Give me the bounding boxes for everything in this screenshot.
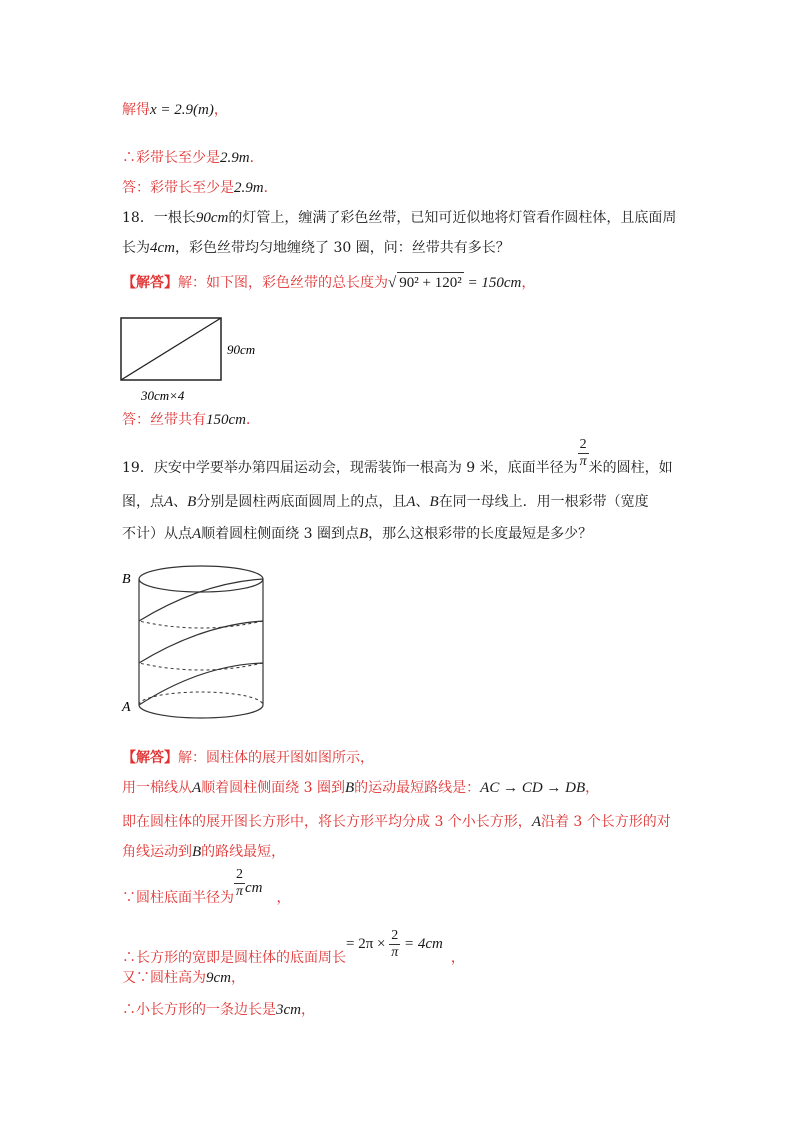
math-expression: = 2π ×	[346, 935, 386, 952]
point-label: B	[192, 844, 202, 860]
spiral-front-2	[139, 621, 263, 663]
text: 的灯管上，缠满了彩色丝带，已知可近似地将灯管看作圆柱体，且底面周	[228, 210, 677, 226]
spiral-front-3	[139, 579, 263, 621]
point-label: B	[344, 780, 355, 796]
answer-19-line-2	[122, 778, 599, 798]
sqrt-expression: 90² + 120²	[397, 272, 463, 293]
text: 顺着圆柱侧面绕 3 圈到点	[201, 526, 359, 542]
text: ，	[450, 949, 465, 966]
answer-18-final	[122, 410, 260, 430]
numerator: 2	[579, 436, 587, 452]
answer-19-line-1	[122, 748, 374, 768]
text: 解：圆柱体的展开图如图所示，	[178, 750, 374, 766]
text: 沿着 3 个长方形的对	[540, 814, 671, 830]
point-label: A	[531, 814, 541, 830]
answer-tag: 【解答】	[122, 275, 178, 291]
text: 角线运动到	[122, 844, 192, 860]
answer-line	[122, 178, 278, 198]
text: ∴小长方形的一条边长是	[122, 1002, 276, 1018]
fraction	[389, 928, 400, 961]
cylinder-diagram	[118, 555, 278, 725]
math-expression: 90cm	[195, 210, 229, 226]
label-B: B	[122, 572, 131, 587]
label-A: A	[122, 700, 131, 715]
text: 19．庆安中学要举办第四届运动会，现需装饰一根高为 9 米，底面半径为	[122, 460, 578, 476]
math-expression: cm	[245, 880, 263, 896]
text: ，彩色丝带均匀地缠绕了 30 圈，问：丝带共有多长？	[175, 240, 510, 256]
answer-tag: 【解答】	[122, 750, 178, 766]
question-19-line-2	[122, 492, 649, 512]
fraction	[578, 437, 589, 470]
text: 答：彩带长至少是	[122, 180, 234, 196]
math-expression: 9cm	[206, 970, 231, 986]
answer-19-line-4	[122, 842, 285, 862]
text: ，	[276, 890, 291, 906]
question-19-line-3	[122, 524, 592, 544]
top-ellipse	[139, 566, 263, 592]
text: ，	[585, 780, 600, 796]
text: ，	[521, 275, 536, 291]
answer-19-line-3	[122, 812, 671, 832]
point-label: A	[192, 780, 202, 796]
bottom-label: 30cm×4	[141, 388, 185, 403]
text: 解：如下图，彩色丝带的总长度为	[178, 275, 388, 291]
text: 的运动最短路线是：	[354, 780, 481, 796]
text: ．	[246, 412, 260, 428]
text: 米的圆柱，如	[588, 460, 673, 476]
numerator: 2	[391, 928, 399, 943]
answer-19-line-7	[122, 968, 245, 988]
math-expression: AC → CD → DB	[480, 780, 586, 796]
answer-19-line-8	[122, 1000, 315, 1020]
text: ．	[263, 180, 278, 196]
text: 分别是圆柱两底面圆周上的点，且	[196, 494, 407, 510]
text: 、	[173, 494, 188, 510]
text: ，	[301, 1002, 315, 1018]
text: ∵圆柱底面半径为	[122, 890, 234, 906]
math-expression: = 4cm	[404, 935, 443, 952]
denominator: π	[235, 883, 243, 899]
math-expression: 4cm	[150, 240, 175, 256]
side-label: 90cm	[227, 342, 256, 357]
text: 的路线最短，	[201, 844, 286, 860]
text: ，	[213, 102, 228, 118]
text: 顺着圆柱侧面绕 3 圈到	[201, 780, 345, 796]
answer-19-line-5	[122, 866, 291, 908]
point-label: A	[192, 526, 202, 542]
solution-line-2	[122, 148, 264, 168]
text: ∴长方形的宽即是圆柱体的底面周长	[122, 949, 346, 966]
question-18-line-2	[122, 238, 510, 258]
point-label: B	[358, 526, 369, 542]
text: 长为	[122, 240, 150, 256]
fraction	[234, 867, 245, 900]
point-label: B	[429, 494, 439, 510]
numerator: 2	[236, 866, 243, 882]
point-label: B	[187, 494, 197, 510]
question-18-line-1	[122, 208, 676, 228]
text: ，	[231, 970, 245, 986]
math-expression: x = 2.9(m)	[150, 102, 214, 118]
text: 在同一母线上．用一根彩带（宽度	[438, 494, 649, 510]
answer-18: 【解答】解：如下图，彩色丝带的总长度为√ 90² + 120² = 150cm，	[122, 272, 535, 293]
text: 用一棉线从	[122, 780, 192, 796]
point-label: A	[406, 494, 416, 510]
text: 答：丝带共有	[122, 412, 206, 428]
rectangle-diagram	[115, 312, 275, 404]
text: 解得	[122, 102, 150, 118]
text: 即在圆柱体的展开图长方形中，将长方形平均分成 3 个小长方形，	[122, 814, 532, 830]
text: 18．一根长	[122, 210, 196, 226]
text: ∴彩带长至少是	[122, 150, 220, 166]
math-expression: 3cm	[276, 1002, 301, 1018]
diagonal-line	[121, 318, 221, 380]
spiral-back-2	[139, 621, 263, 628]
text: ．	[249, 150, 264, 166]
text: 、	[415, 494, 430, 510]
question-19-line-1	[122, 436, 673, 478]
math-expression: 2.9m	[220, 150, 250, 166]
text: 不计）从点	[122, 526, 192, 542]
text: ，那么这根彩带的长度最短是多少？	[368, 526, 593, 542]
solution-line-1	[122, 100, 228, 120]
math-expression: 2.9m	[234, 180, 264, 196]
math-expression: 150cm	[206, 412, 246, 428]
point-label: A	[164, 494, 174, 510]
denominator: π	[579, 453, 587, 469]
spiral-front-1	[139, 663, 263, 705]
math-expression: = 150cm	[463, 275, 522, 291]
bottom-ellipse-front	[139, 705, 263, 718]
text: 又∵圆柱高为	[122, 970, 206, 986]
denominator: π	[391, 945, 399, 960]
text: 图，点	[122, 494, 164, 510]
